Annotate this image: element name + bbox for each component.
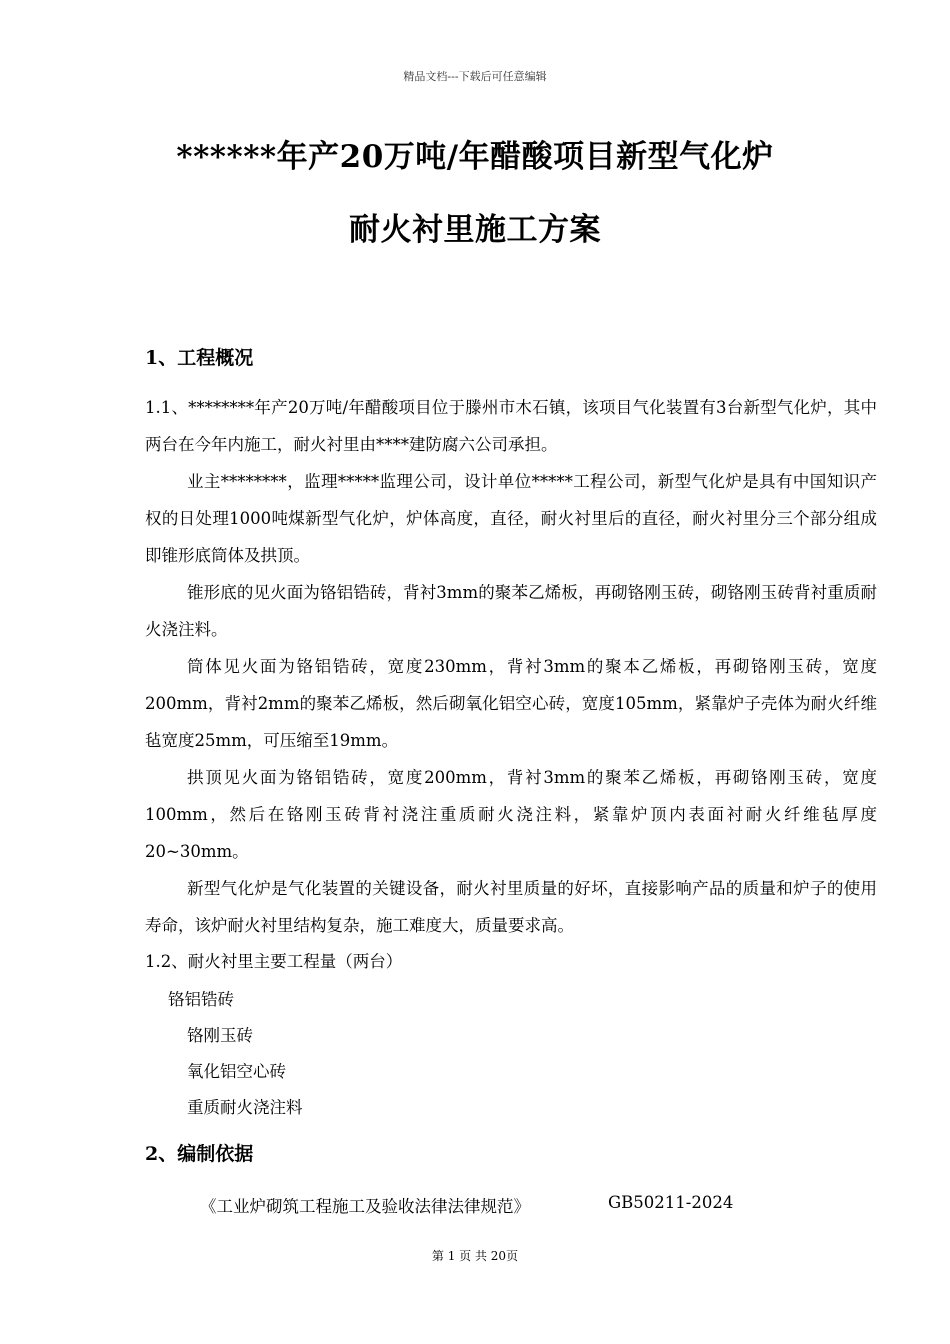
paragraph-1-1: 1.1、********年产20万吨/年醋酸项目位于滕州市木石镇，该项目气化装置有3台新型气化炉，其中两台在今年内施工，耐火衬里由****建防腐六公司承担。: [145, 398, 877, 454]
paragraph-dome: 拱顶见火面为铬铝锆砖，宽度200mm，背衬3mm的聚苯乙烯板，再砌铬刚玉砖，宽度100mm，然后在铬刚玉砖背衬浇注重质耐火浇注料，紧靠炉顶内表面衬耐火纤维毡厚度20~30mm。: [145, 768, 877, 861]
list-item: 铬铝锆砖: [168, 990, 234, 1009]
document-title-line2: 耐火衬里施工方案: [349, 212, 601, 248]
page-header: 精品文档---下载后可任意编辑: [403, 70, 547, 83]
section-2-heading: 2、编制依据: [145, 1143, 254, 1165]
subheading-1-2: 1.2、耐火衬里主要工程量（两台）: [145, 952, 403, 971]
section-1-heading: 1、工程概况: [145, 347, 254, 369]
paragraph-cone-bottom: 锥形底的见火面为铬铝锆砖，背衬3mm的聚苯乙烯板，再砌铬刚玉砖，砌铬刚玉砖背衬重质耐火浇注料。: [145, 583, 877, 639]
paragraph-cylinder: 筒体见火面为铬铝锆砖，宽度230mm，背衬3mm的聚本乙烯板，再砌铬刚玉砖，宽度200mm，背衬2mm的聚苯乙烯板，然后砌氧化铝空心砖，宽度105mm，紧靠炉子壳体为耐火纤维毡宽度25mm，可压缩至19mm。: [145, 657, 877, 750]
list-item: 重质耐火浇注料: [187, 1098, 303, 1117]
list-item: 铬刚玉砖: [187, 1026, 253, 1045]
page-footer: 第 1 页 共 20页: [431, 1249, 519, 1263]
paragraph-owner: 业主********，监理*****监理公司，设计单位*****工程公司，新型气化炉是具有中国知识产权的日处理1000吨煤新型气化炉，炉体高度，直径，耐火衬里后的直径，耐火衬里分三个部分组成即锥形底筒体及拱顶。: [145, 472, 877, 565]
reference-code: GB50211-2024: [608, 1193, 734, 1212]
reference-title: 《工业炉砌筑工程施工及验收法律法律规范》: [200, 1197, 530, 1216]
list-item: 氧化铝空心砖: [187, 1062, 286, 1081]
document-title-line1: ******年产20万吨/年醋酸项目新型气化炉: [176, 139, 774, 175]
paragraph-importance: 新型气化炉是气化装置的关键设备，耐火衬里质量的好坏，直接影响产品的质量和炉子的使用寿命，该炉耐火衬里结构复杂，施工难度大，质量要求高。: [145, 879, 877, 935]
